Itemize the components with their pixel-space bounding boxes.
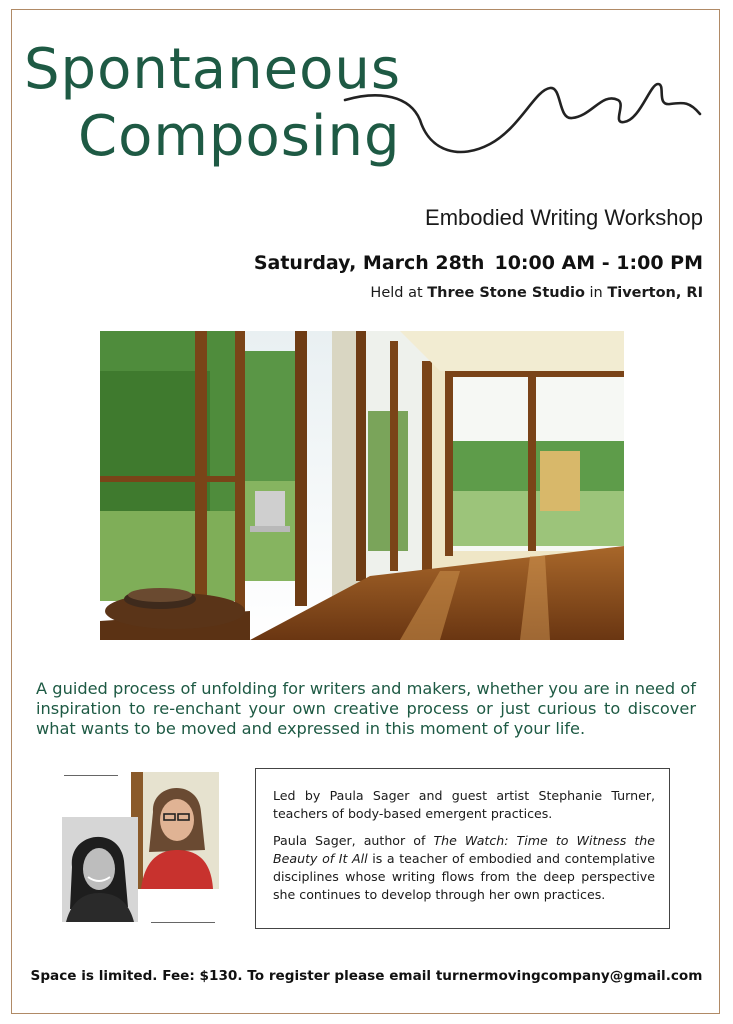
studio-photo: [100, 331, 624, 640]
event-time: 10:00 AM - 1:00 PM: [494, 252, 703, 274]
title-line-1: Spontaneous: [24, 37, 401, 102]
workshop-subtitle: Embodied Writing Workshop: [425, 205, 703, 230]
bio-p2-end: is a teacher of embodied and contemplative disciplines whose writing flows from the deep perspective she continues to develop through her own practices.: [273, 851, 655, 902]
venue-location: Tiverton, RI: [607, 285, 703, 301]
venue-line: [370, 285, 703, 301]
event-date: Saturday, March 28th: [253, 252, 485, 274]
facilitator-bio-box: [255, 768, 670, 929]
portrait-rule-bottom: [151, 922, 215, 923]
bio-paragraph-1: Led by Paula Sager and guest artist Stephanie Turner, teachers of body-based emergent practices.: [273, 788, 655, 821]
venue-connector: in: [589, 285, 603, 301]
bio-paragraph-2: [273, 832, 655, 904]
venue-prefix: Held at: [370, 285, 423, 301]
bio-p2-start: Paula Sager, author of: [273, 833, 434, 848]
workshop-description: A guided process of unfolding for writers and makers, whether you are in need of inspiration to re-enchant your own creative process or just curious to discover what wants to be moved and expressed in this moment of your life.: [36, 679, 696, 738]
venue-studio: Three Stone Studio: [427, 285, 585, 301]
portrait-stephanie-turner: [62, 817, 138, 922]
event-datetime: [254, 252, 703, 274]
book-title: The Watch: Time to Witness the Beauty of It All: [273, 833, 655, 866]
portrait-rule-top: [64, 775, 118, 776]
title-line-2: Composing: [78, 104, 401, 169]
registration-footer: Space is limited. Fee: $130. To register please email turnermovingcompany@gmail.com: [30, 968, 703, 984]
portrait-paula-sager: [131, 772, 219, 889]
ink-squiggle-decoration: [340, 60, 705, 170]
